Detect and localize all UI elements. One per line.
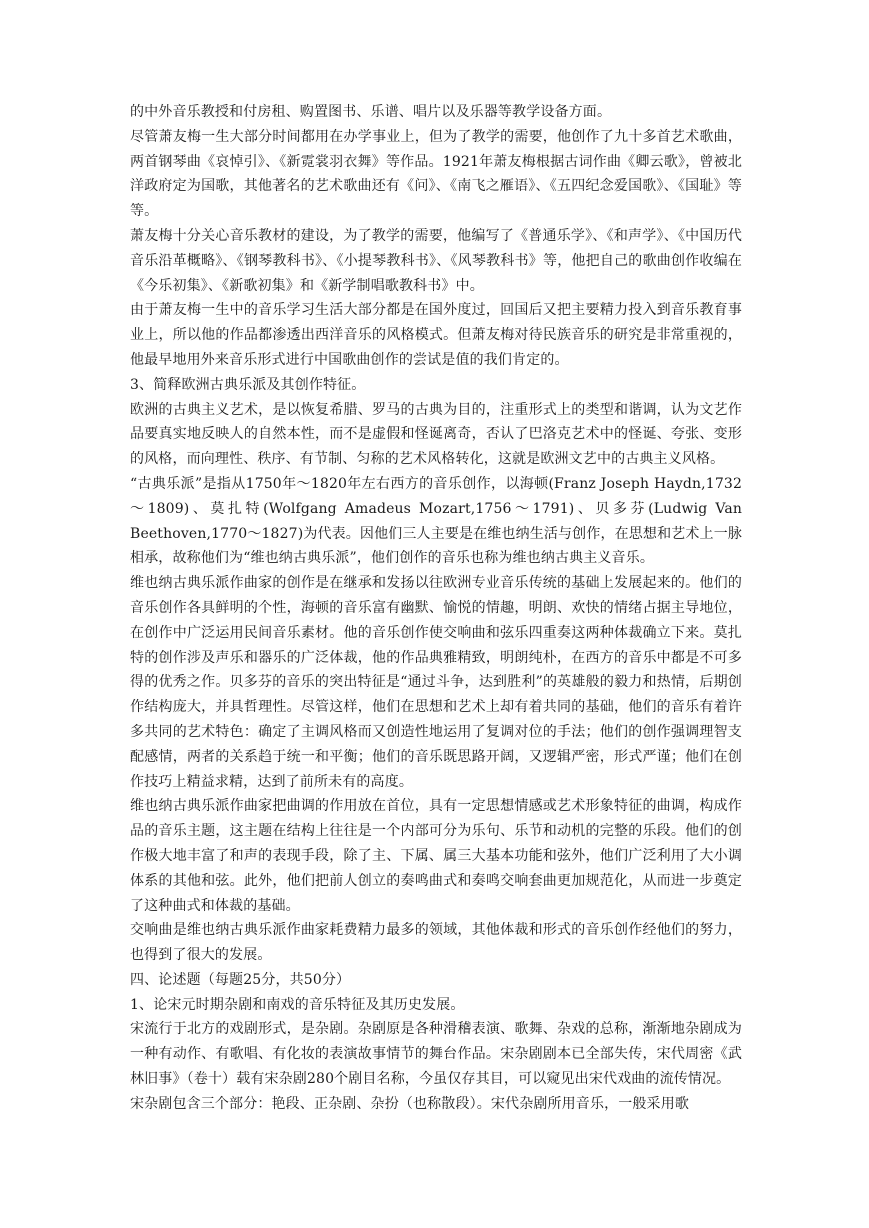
paragraph-composer-features: 维也纳古典乐派作曲家的创作是在继承和发扬以往欧洲专业音乐传统的基础上发展起来的。他们的音乐创作各具鲜明的个性，海顿的音乐富有幽默、愉悦的情趣，明朗、欢快的情绪占据主导地位，在创作中广泛运用民间音乐素材。他的音乐创作使交响曲和弦乐四重奏这两种体裁确立下来。莫扎特的创作涉及声乐和器乐的广泛体裁，他的作品典雅精致，明朗纯朴，在西方的音乐中都是不可多得的优秀之作。贝多芬的音乐的突出特征是“通过斗争，达到胜利”的英雄般的毅力和热情，后期创作结构庞大，并具哲理性。尽管这样，他们在思想和艺术上却有着共同的基础，他们的音乐有着许多共同的艺术特色：确定了主调风格而又创造性地运用了复调对位的手法；他们的创作强调理智支配感情，两者的关系趋于统一和平衡；他们的音乐既思路开阔，又逻辑严密，形式严谨；他们在创作技巧上精益求精，达到了前所未有的高度。 (130, 575, 742, 790)
paragraph-classicism-definition: 欧洲的古典主义艺术，是以恢复希腊、罗马的古典为目的，注重形式上的类型和谐调，认为文艺作品要真实地反映人的自然本性，而不是虚假和怪诞离奇，否认了巴洛克艺术中的怪诞、夸张、变形的风格，而向理性、秩序、有节制、匀称的艺术风格转化，这就是欧洲文艺中的古典主义风格。 (130, 401, 742, 468)
paragraph-melody-harmony: 维也纳古典乐派作曲家把曲调的作用放在首位，具有一定思想情感或艺术形象特征的曲调，构成作品的音乐主题，这主题在结构上往往是一个内部可分为乐句、乐节和动机的完整的乐段。他们的创作极大地丰富了和声的表现手段，除了主、下属、属三大基本功能和弦外，他们广泛利用了大小调体系的其他和弦。此外，他们把前人创立的奏鸣曲式和奏鸣交响套曲更加规范化，从而进一步奠定了这种曲式和体裁的基础。 (130, 798, 742, 914)
section-heading-essay: 四、论述题（每题25分，共50分） (130, 971, 351, 988)
paragraph-school-funding: 的中外音乐教授和付房租、购置图书、乐谱、唱片以及乐器等教学设备方面。 (130, 104, 612, 120)
paragraph-symphony: 交响曲是维也纳古典乐派作曲家耗费精力最多的领域，其他体裁和形式的音乐创作经他们的努力，也得到了很大的发展。 (130, 922, 742, 964)
paragraph-vienna-classical-school: “古典乐派”是指从1750年～1820年左右西方的音乐创作，以海顿(Franz Joseph Haydn,1732～1809)、莫扎特(Wolfgang Amadeus Mozart,1756～1791)、贝多芬(Ludwig Van Beethoven,1770～1827)为代表。因他们三人主要是在维也纳生活与创作，在思想和艺术上一脉相承，故称他们为“维也纳古典乐派”，他们创作的音乐也称为维也纳古典主义音乐。 (130, 475, 742, 567)
paragraph-art-songs: 尽管萧友梅一生大部分时间都用在办学事业上，但为了教学的需要，他创作了九十多首艺术歌曲，两首钢琴曲《哀悼引》、《新霓裳羽衣舞》等作品。1921年萧友梅根据古词作曲《卿云歌》，曾被北洋政府定为国歌，其他著名的艺术歌曲还有《问》、《南飞之雁语》、《五四纪念爱国歌》、《国耻》等等。 (130, 128, 742, 220)
question-heading-classical-school: 3、简释欧洲古典乐派及其创作特征。 (130, 376, 366, 393)
paragraph-textbooks: 萧友梅十分关心音乐教材的建设，为了教学的需要，他编写了《普通乐学》、《和声学》、《中国历代音乐沿革概略》、《钢琴教科书》、《小提琴教科书》、《风琴教科书》等，他把自己的歌曲创作收编在《今乐初集》、《新歌初集》和《新学制唱歌教科书》中。 (130, 227, 742, 294)
paragraph-western-style: 由于萧友梅一生中的音乐学习生活大部分都是在国外度过，回国后又把主要精力投入到音乐教育事业上，所以他的作品都渗透出西洋音乐的风格模式。但萧友梅对待民族音乐的研究是非常重视的，他最早地用外来音乐形式进行中国歌曲创作的尝试是值的我们肯定的。 (130, 302, 742, 368)
paragraph-zaju-parts: 宋杂剧包含三个部分：艳段、正杂剧、杂扮（也称散段）。宋代杂剧所用音乐，一般采用歌 (130, 1095, 689, 1112)
document-page (130, 100, 742, 1117)
paragraph-song-zaju: 宋流行于北方的戏剧形式，是杂剧。杂剧原是各种滑稽表演、歌舞、杂戏的总称，渐渐地杂剧成为一种有动作、有歌唱、有化妆的表演故事情节的舞台作品。宋杂剧剧本已全部失传，宋代周密《武林旧事》（卷十）载有宋杂剧280个剧目名称，今虽仅存其目，可以窥见出宋代戏曲的流传情况。 (130, 1021, 742, 1088)
question-heading-song-yuan-drama: 1、论宋元时期杂剧和南戏的音乐特征及其历史发展。 (130, 996, 465, 1013)
